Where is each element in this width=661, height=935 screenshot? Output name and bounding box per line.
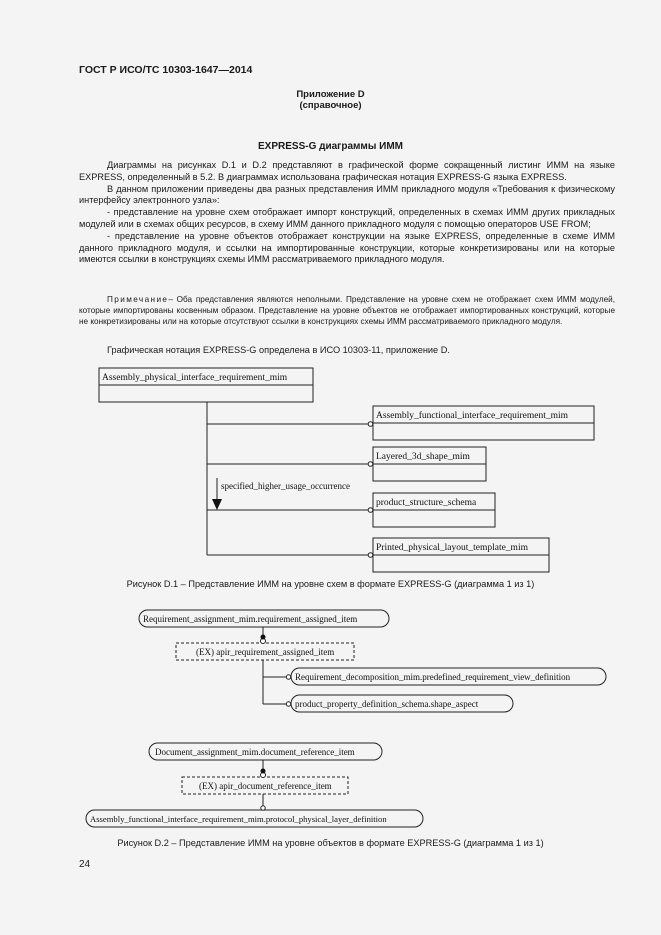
document-header: ГОСТ Р ИСО/ТС 10303-1647—2014 [79, 64, 253, 76]
select-label: (EX) apir_requirement_assigned_item [196, 647, 335, 657]
main-schema-label: Assembly_physical_interface_requirement_mim [102, 373, 288, 383]
note-label: Примечание [107, 295, 169, 304]
ref-label: Document_assignment_mim.document_reference_item [155, 747, 355, 757]
ref-label: product_property_definition_schema.shape_aspect [295, 699, 479, 709]
paragraph: - представление на уровне схем отображает импорт конструкций, определенных в схемах ИММ других прикладных модулей или в схемах общих ресурсов, в схему ИММ данного прикладного модуля с помощью операторов USE FROM; [79, 207, 615, 229]
ref-label: Assembly_functional_interface_requirement_mim.protocol_physical_layer_definition [90, 814, 387, 824]
schema-label: product_structure_schema [376, 498, 477, 508]
ref-label: Requirement_assignment_mim.requirement_assigned_item [143, 614, 358, 624]
figure2-caption: Рисунок D.2 – Представление ИММ на уровне объектов в формате EXPRESS-G (диаграмма 1 из 1) [117, 838, 544, 848]
arrow-label: specified_higher_usage_occurrence [221, 481, 350, 491]
schema-label: Printed_physical_layout_template_mim [376, 543, 528, 553]
annex-title: Приложение D [296, 89, 365, 100]
section-title: EXPRESS-G диаграммы ИММ [258, 141, 403, 152]
paragraph: Диаграммы на рисунках D.1 и D.2 представляют в графической форме сокращенный листинг ИММ на языке EXPRESS, определенный в 5.2. В диаграммах использована графическая нотация EXPRESS-G языка EXPRESS. [79, 160, 615, 182]
schema-label: Assembly_functional_interface_requirement_mim [376, 411, 569, 421]
arrow-down-icon [212, 499, 222, 510]
annex-subtitle: (справочное) [299, 100, 362, 111]
schema-label: Layered_3d_shape_mim [376, 452, 470, 462]
page-number: 24 [79, 859, 91, 870]
figure1-caption: Рисунок D.1 – Представление ИММ на уровне схем в формате EXPRESS-G (диаграмма 1 из 1) [126, 579, 535, 589]
note-text: – Оба представления являются неполными. Представление на уровне схем не отображает схем ИММ модулей, которые импортированы косвенным образом. Представление на уровне объектов не отображает импортированных конструкций, которые не конкретизированы или на которые отсутствуют ссылки в конструкциях схемы ИММ рассматриваемого прикладного модуля. [79, 295, 615, 327]
ref-label: Requirement_decomposition_mim.predefined_requirement_view_definition [295, 672, 571, 682]
paragraph: В данном приложении приведены два разных представления ИММ прикладного модуля «Требования к физическому интерфейсу электронного узла»: [79, 183, 615, 206]
select-label: (EX) apir_document_reference_item [199, 781, 332, 791]
notation-paragraph: Графическая нотация EXPRESS-G определена в ИСО 10303-11, приложение D. [107, 345, 450, 355]
paragraph: - представление на уровне объектов отображает конструкции на языке EXPRESS, определенные в схеме ИММ данного прикладного модуля, и ссылки на импортированные конструкции, которые конкретизированы или на которые имеются ссылки в конструкциях схемы ИММ рассматриваемого прикладного модуля. [79, 230, 615, 265]
